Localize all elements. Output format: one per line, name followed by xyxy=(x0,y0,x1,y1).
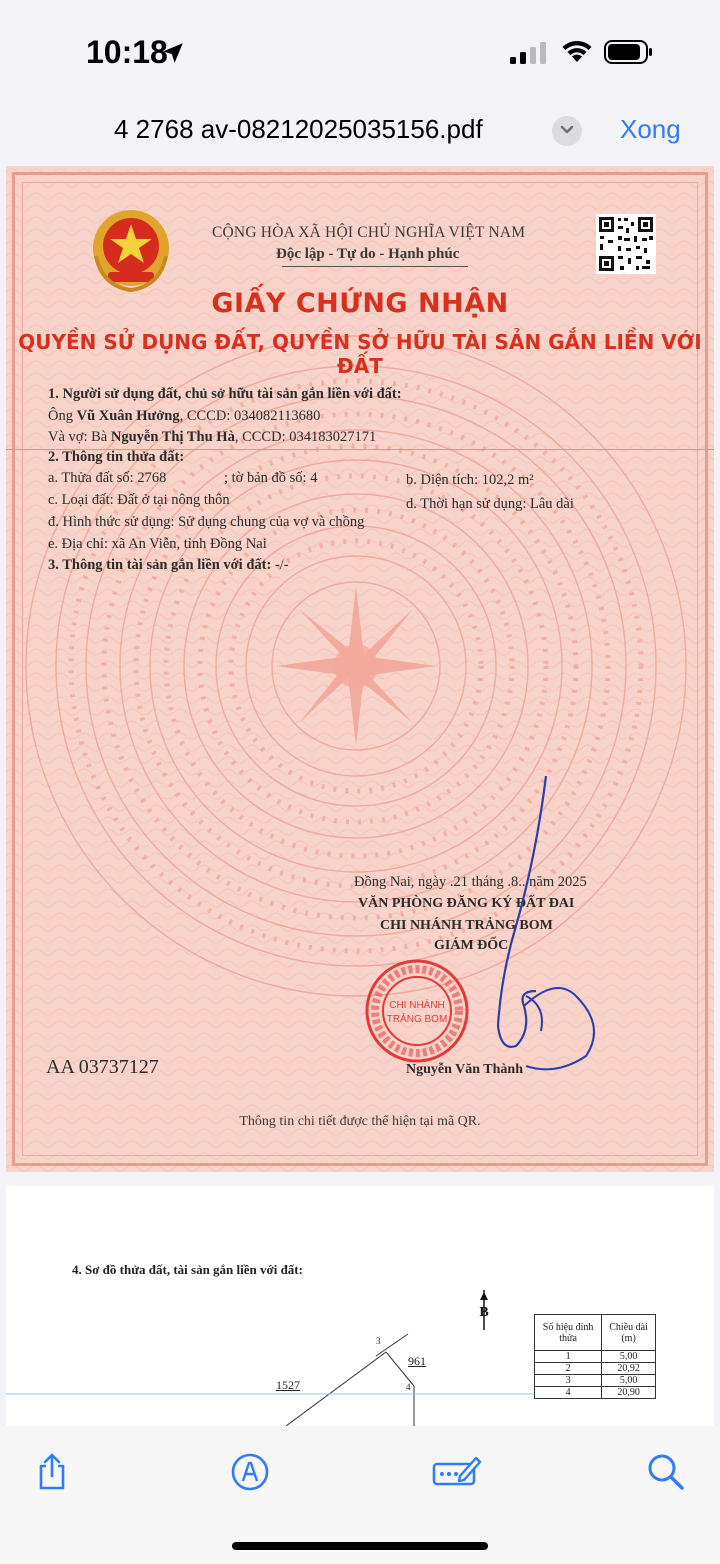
form-fill-icon[interactable] xyxy=(432,1452,482,1492)
parcel-diagram xyxy=(6,1186,534,1426)
title-menu-button[interactable] xyxy=(552,116,582,146)
national-header: CỘNG HÒA XÃ HỘI CHỦ NGHĨA VIỆT NAM xyxy=(212,224,526,241)
parcel-area: b. Diện tích: 102,2 m² xyxy=(406,472,534,488)
cellular-signal-icon xyxy=(510,42,550,64)
table-row xyxy=(535,1351,656,1363)
table-header-point: Số hiệu đỉnh thửa xyxy=(535,1315,602,1351)
seal-text-line2: TRẢNG BOM xyxy=(386,1014,448,1025)
battery-icon xyxy=(604,40,654,64)
clock-time: 10:18 xyxy=(86,34,168,70)
owner1-name: Vũ Xuân Hưởng xyxy=(76,408,180,424)
section4-title: 4. Sơ đồ thửa đất, tài sản gắn liền với đất: xyxy=(72,1262,303,1277)
parcel-usage-form: đ. Hình thức sử dụng: Sử dụng chung của vợ và chồng xyxy=(48,514,365,530)
owner1-line xyxy=(48,408,320,425)
owner2-name: Nguyễn Thị Thu Hà xyxy=(110,429,235,445)
certificate-subtitle: QUYỀN SỬ DỤNG ĐẤT, QUYỀN SỞ HỮU TÀI SẢN GẮN LIỀN VỚI ĐẤT xyxy=(18,330,702,378)
table-cell-point: 2 xyxy=(535,1363,602,1375)
section3-value: -/- xyxy=(271,557,289,573)
share-icon[interactable] xyxy=(32,1452,72,1492)
parcel-map-sheet: ; tờ bản đồ số: 4 xyxy=(224,470,318,486)
table-cell-length: 5,00 xyxy=(602,1351,656,1363)
chevron-down-icon xyxy=(560,125,574,135)
table-row xyxy=(535,1363,656,1375)
signer-name: Nguyễn Văn Thành xyxy=(406,1062,523,1077)
national-motto: Độc lập - Tự do - Hạnh phúc xyxy=(276,246,460,262)
parcel-term: d. Thời hạn sử dụng: Lâu dài xyxy=(406,496,574,512)
section2-title: 2. Thông tin thửa đất: xyxy=(48,449,185,465)
signer-title: GIÁM ĐỐC xyxy=(434,938,509,953)
table-row xyxy=(535,1375,656,1387)
table-cell-length: 20,92 xyxy=(602,1363,656,1375)
search-icon[interactable] xyxy=(646,1452,686,1492)
point-3-label: 3 xyxy=(376,1336,381,1346)
table-row xyxy=(535,1387,656,1399)
pdf-page-1[interactable] xyxy=(6,166,714,1172)
qr-info-note: Thông tin chi tiết được thể hiện tại mã QR. xyxy=(239,1114,481,1129)
motto-underline xyxy=(282,266,468,267)
table-header-length: Chiều dài (m) xyxy=(602,1315,656,1351)
neighbor-parcel-961: 961 xyxy=(408,1354,426,1368)
handwritten-signature xyxy=(406,776,626,1086)
table-cell-point: 3 xyxy=(535,1375,602,1387)
owner2-prefix: Và vợ: Bà xyxy=(48,429,111,445)
location-arrow-icon xyxy=(160,40,186,66)
owner1-id: , CCCD: 034082113680 xyxy=(179,408,321,424)
bottom-toolbar xyxy=(0,1426,720,1564)
vertex-length-table xyxy=(534,1314,656,1399)
owner2-line xyxy=(48,429,376,446)
section3-title: 3. Thông tin tài sản gắn liền với đất: xyxy=(48,557,272,573)
certificate-serial-number: AA 03737127 xyxy=(46,1056,159,1078)
signing-date: Đồng Nai, ngày .21 tháng .8.. năm 2025 xyxy=(354,874,587,890)
table-cell-length: 5,00 xyxy=(602,1375,656,1387)
qr-code-icon[interactable] xyxy=(596,214,656,274)
pdf-page-2[interactable] xyxy=(6,1186,714,1426)
issuing-branch: CHI NHÁNH TRẢNG BOM xyxy=(380,918,553,933)
section1-title: 1. Người sử dụng đất, chủ sở hữu tài sản gắn liền với đất: xyxy=(48,386,402,402)
seal-text-line1: CHI NHÁNH xyxy=(389,1000,445,1011)
wifi-icon xyxy=(560,38,594,64)
home-indicator[interactable] xyxy=(232,1542,488,1550)
document-navbar xyxy=(0,104,720,164)
parcel-address: e. Địa chỉ: xã An Viễn, tỉnh Đồng Nai xyxy=(48,536,267,552)
issuing-office: VĂN PHÒNG ĐĂNG KÝ ĐẤT ĐAI xyxy=(358,896,575,911)
table-cell-point: 1 xyxy=(535,1351,602,1363)
owner1-prefix: Ông xyxy=(48,408,77,424)
owner2-id: , CCCD: 034183027171 xyxy=(234,429,377,445)
section3-line xyxy=(48,557,289,574)
neighbor-parcel-1527: 1527 xyxy=(276,1378,300,1392)
table-cell-point: 4 xyxy=(535,1387,602,1399)
document-title[interactable]: 4 2768 av-08212025035156.pdf xyxy=(114,114,483,144)
point-4-label: 4 xyxy=(406,1382,411,1392)
national-emblem-icon xyxy=(88,206,174,296)
certificate-title: GIẤY CHỨNG NHẬN xyxy=(211,288,509,319)
markup-pen-icon[interactable] xyxy=(230,1452,270,1492)
table-cell-length: 20,90 xyxy=(602,1387,656,1399)
svg-text:B: B xyxy=(479,1305,489,1320)
parcel-number: a. Thửa đất số: 2768 xyxy=(48,470,167,486)
status-bar xyxy=(0,0,720,104)
parcel-land-type: c. Loại đất: Đất ở tại nông thôn xyxy=(48,492,230,508)
done-button[interactable]: Xong xyxy=(620,114,681,144)
